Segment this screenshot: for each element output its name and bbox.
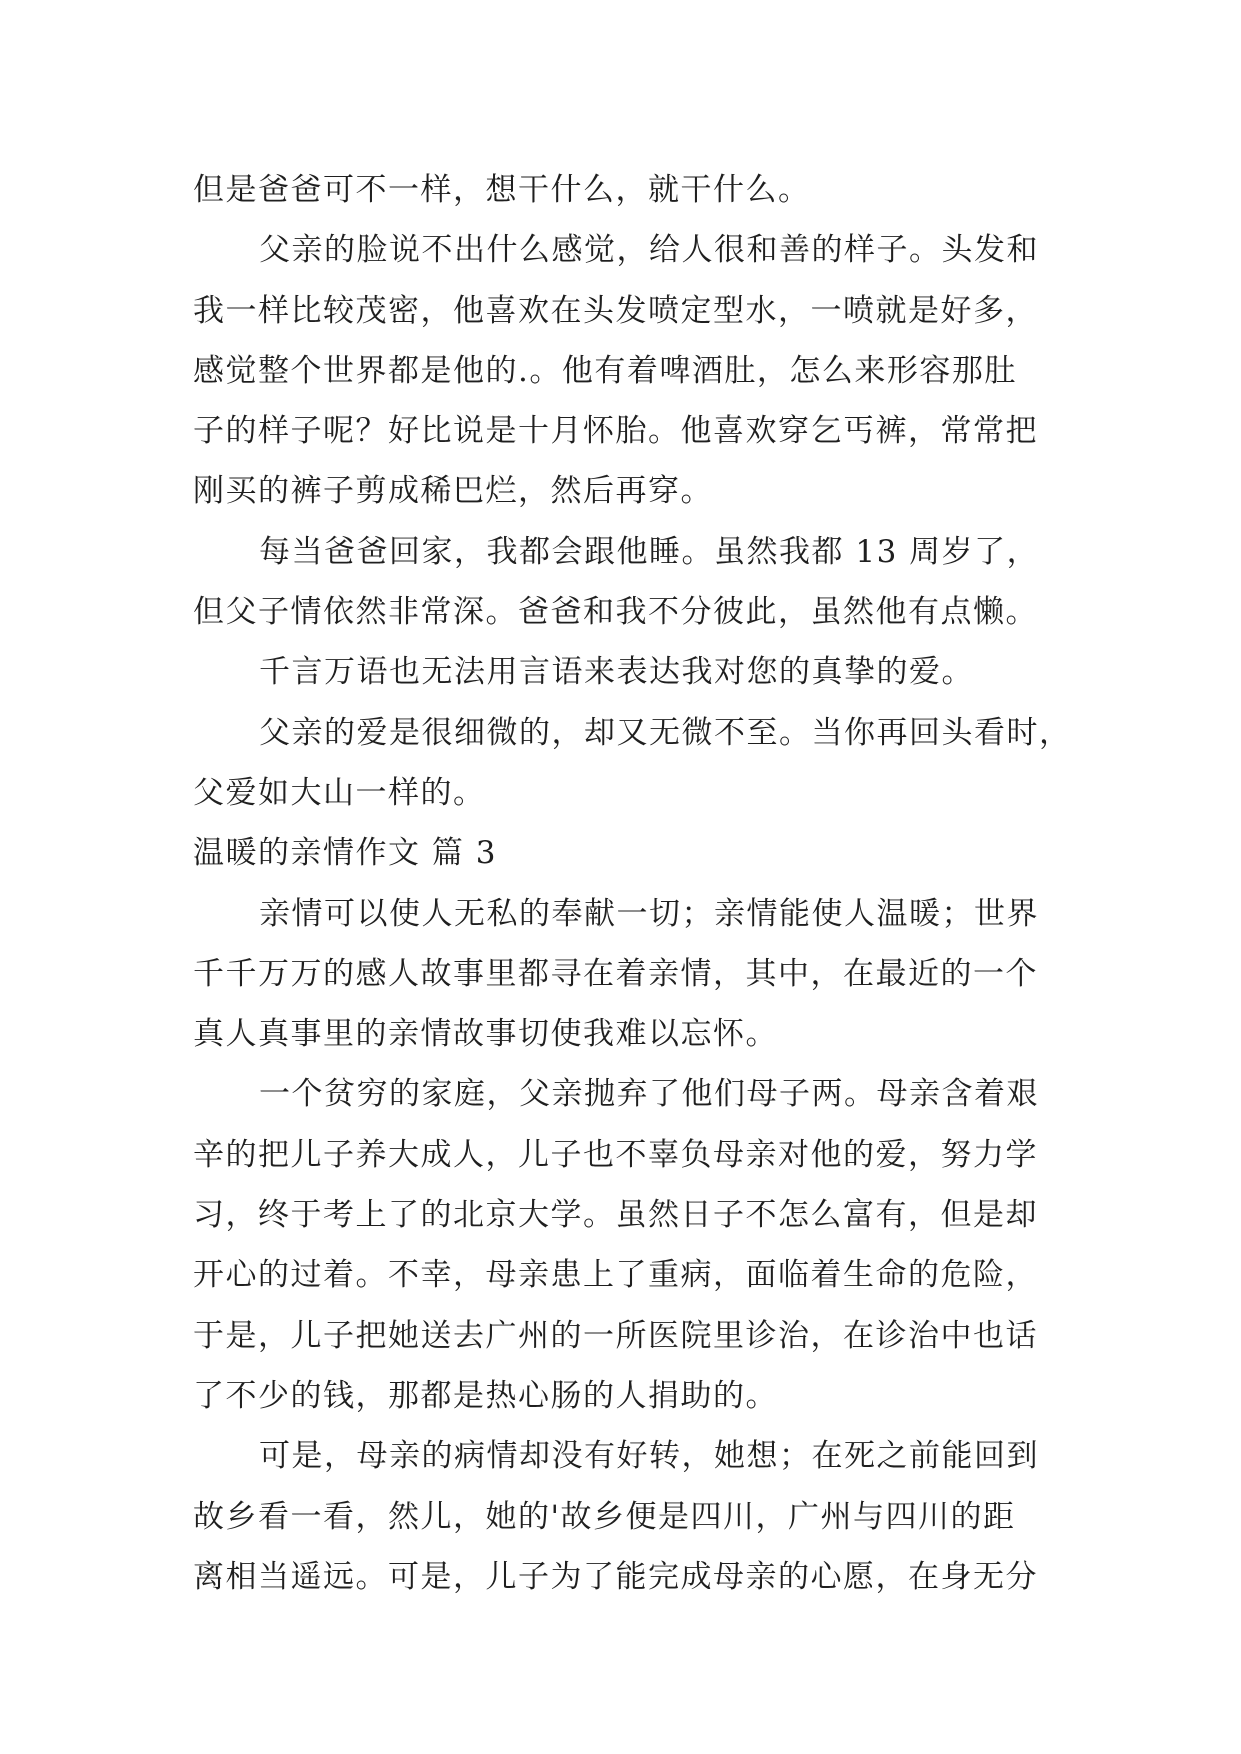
section-heading: 温暖的亲情作文 篇 3 xyxy=(193,835,497,872)
text-line: 千千万万的感人故事里都寻在着亲情，其中，在最近的一个 xyxy=(193,955,1038,992)
document-body xyxy=(193,160,1073,1607)
text-line: 离相当遥远。可是，儿子为了能完成母亲的心愿，在身无分 xyxy=(193,1558,1038,1595)
text-line: 千言万语也无法用言语来表达我对您的真挚的爱。 xyxy=(259,654,974,691)
text-line: 父亲的爱是很细微的，却又无微不至。当你再回头看时， xyxy=(259,714,1072,751)
text-line: 一个贫穷的家庭，父亲抛弃了他们母子两。母亲含着艰 xyxy=(259,1076,1039,1113)
text-line: 真人真事里的亲情故事切使我难以忘怀。 xyxy=(193,1016,778,1053)
text-line: 可是，母亲的病情却没有好转，她想；在死之前能回到 xyxy=(259,1438,1039,1475)
text-line: 亲情可以使人无私的奉献一切；亲情能使人温暖；世界 xyxy=(259,895,1039,932)
text-line: 了不少的钱，那都是热心肠的人捐助的。 xyxy=(193,1377,778,1414)
text-line: 但父子情依然非常深。爸爸和我不分彼此，虽然他有点懒。 xyxy=(193,594,1038,631)
text-line: 刚买的裤子剪成稀巴烂，然后再穿。 xyxy=(193,473,713,510)
text-line: 每当爸爸回家，我都会跟他睡。虽然我都 13 周岁了， xyxy=(259,533,1040,570)
text-line: 父爱如大山一样的。 xyxy=(193,774,486,811)
text-line: 父亲的脸说不出什么感觉，给人很和善的样子。头发和 xyxy=(259,232,1039,269)
text-line: 于是，儿子把她送去广州的一所医院里诊治，在诊治中也话 xyxy=(193,1317,1038,1354)
text-line: 习，终于考上了的北京大学。虽然日子不怎么富有，但是却 xyxy=(193,1197,1038,1234)
text-line: 子的样子呢？好比说是十月怀胎。他喜欢穿乞丐裤，常常把 xyxy=(193,413,1038,450)
text-line: 故乡看一看，然儿，她的'故乡便是四川，广州与四川的距 xyxy=(193,1498,1016,1535)
text-line: 感觉整个世界都是他的.。他有着啤酒肚，怎么来形容那肚 xyxy=(193,352,1017,389)
text-line: 我一样比较茂密，他喜欢在头发喷定型水，一喷就是好多， xyxy=(193,292,1038,329)
text-line: 开心的过着。不幸，母亲患上了重病，面临着生命的危险， xyxy=(193,1257,1038,1294)
text-line: 辛的把儿子养大成人，儿子也不辜负母亲对他的爱，努力学 xyxy=(193,1136,1038,1173)
text-line: 但是爸爸可不一样，想干什么，就干什么。 xyxy=(193,172,811,208)
